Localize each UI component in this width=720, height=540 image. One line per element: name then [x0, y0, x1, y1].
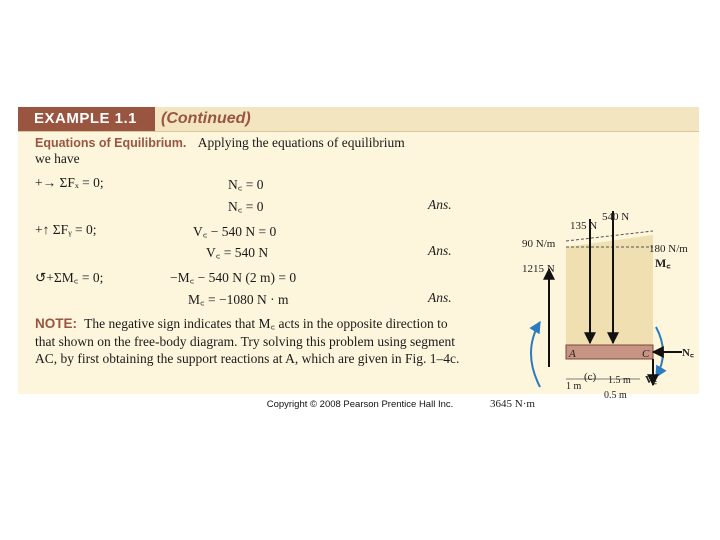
- dim-15m-label: 1.5 m: [608, 375, 631, 386]
- moment-3645-arc: [531, 322, 540, 387]
- dist-180-label: 180 N/m: [649, 243, 688, 255]
- distributed-load-area: [566, 235, 653, 345]
- example-label: EXAMPLE 1.1: [18, 107, 155, 131]
- example-header: [18, 107, 699, 132]
- figure-caption: (c): [584, 371, 597, 383]
- note-label: NOTE:: [35, 316, 77, 331]
- load-135-label: 135 N: [570, 220, 598, 232]
- shear-vc-label: V꜀: [645, 374, 657, 386]
- eq-row6-ans: Ans.: [428, 290, 452, 305]
- note-paragraph: [35, 315, 460, 368]
- point-a-label: A: [569, 348, 576, 360]
- eq-row1-right: N꜀ = 0: [228, 177, 264, 192]
- eq-row4-ans: Ans.: [428, 243, 452, 258]
- moment-3645-label: 3645 N·m: [490, 398, 535, 410]
- dim-05m-label: 0.5 m: [604, 390, 627, 401]
- equilibrium-intro: [35, 135, 405, 151]
- force-1215-label: 1215 N: [522, 263, 555, 275]
- free-body-diagram: [470, 207, 699, 410]
- normal-nc-label: N꜀: [682, 347, 694, 359]
- note-text: The negative sign indicates that M꜀ acts in the opposite direction to that shown on the free-body diagram. Try solving this problem using segment AC, by first obtaining the support reactions at A, which are given in Fig. 1–4c.: [35, 316, 460, 366]
- equilibrium-heading: Equations of Equilibrium.: [35, 136, 187, 150]
- eq-row4-right: V꜀ = 540 N: [206, 245, 269, 260]
- moment-mc-label: M꜀: [655, 256, 671, 270]
- eq-row5-right: −M꜀ − 540 N (2 m) = 0: [170, 270, 297, 285]
- point-c-label: C: [642, 348, 650, 360]
- copyright-notice: Copyright © 2008 Pearson Prentice Hall Inc.: [266, 399, 454, 410]
- eq-row3-left: +↑ ΣFᵧ = 0;: [35, 222, 97, 237]
- continued-label: (Continued): [161, 110, 251, 127]
- eq-row2-right: N꜀ = 0: [228, 199, 264, 214]
- eq-row2-ans: Ans.: [428, 197, 452, 212]
- eq-row3-right: V꜀ − 540 N = 0: [193, 224, 277, 239]
- eq-row5-left: ↺+ΣM꜀ = 0;: [35, 270, 104, 285]
- load-540-label: 540 N: [602, 211, 630, 223]
- intro-line2: we have: [35, 151, 80, 166]
- beam-segment: [566, 345, 653, 359]
- dist-90-label: 90 N/m: [522, 238, 556, 250]
- eq-row6-right: M꜀ = −1080 N · m: [188, 292, 289, 307]
- intro-line1: Applying the equations of equilibrium: [197, 135, 405, 150]
- dim-1m-label: 1 m: [566, 381, 582, 392]
- eq-row1-left: +→ ΣFₓ = 0;: [35, 175, 104, 190]
